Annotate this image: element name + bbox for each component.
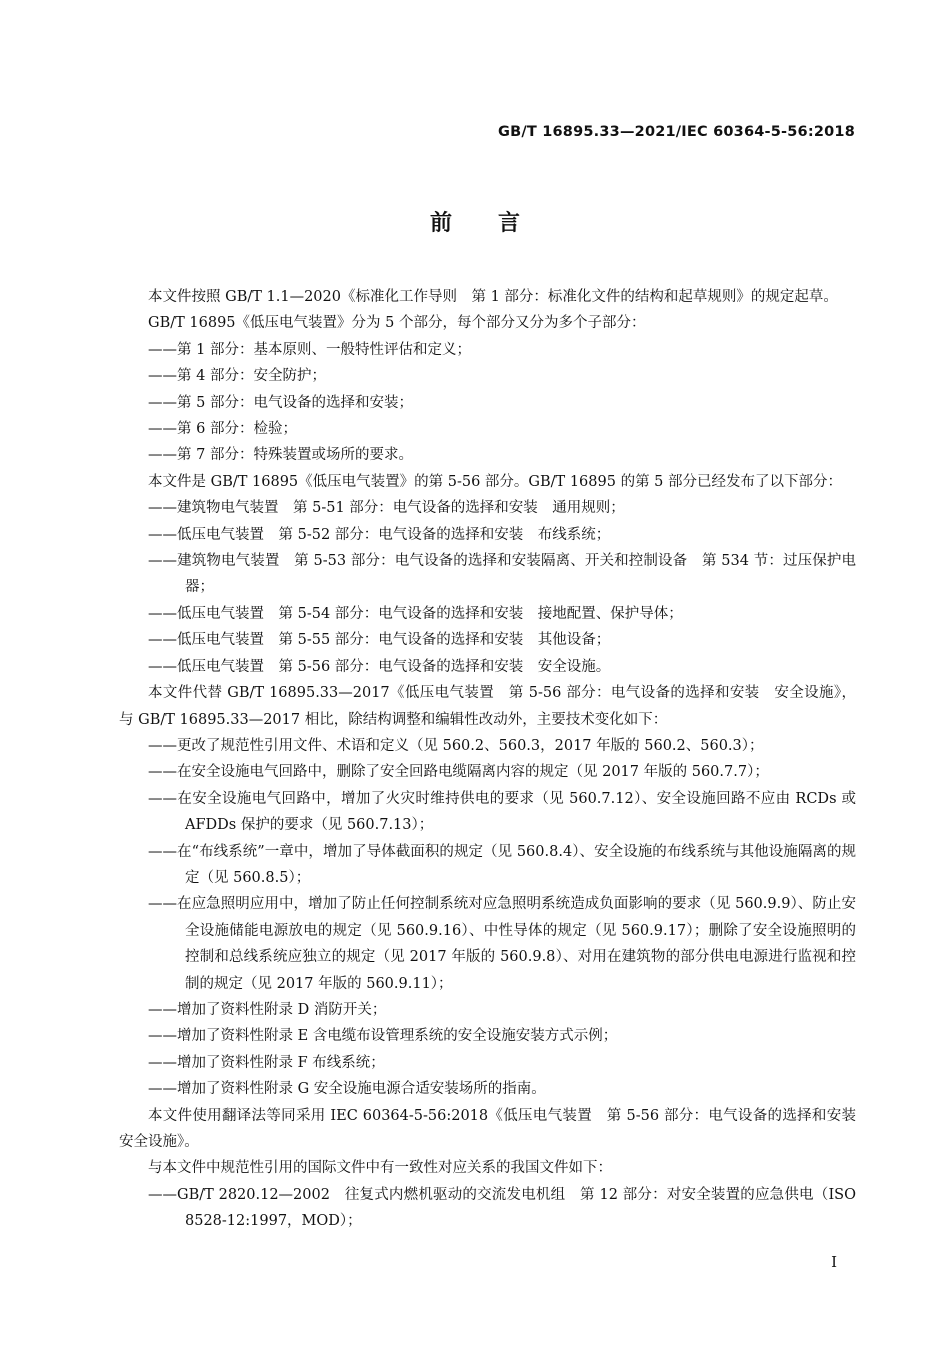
list-item-part: ——第 1 部分：基本原则、一般特性评估和定义； xyxy=(148,341,471,358)
list-item-related-document: ——GB/T 2820.12—2002 往复式内燃机驱动的交流发电机组 第 12 部分：对安全装置的应急供电（ISO 8528-12:1997，MOD）； xyxy=(148,1186,856,1230)
list-item-published-part: ——建筑物电气装置 第 5-53 部分：电气设备的选择和安装隔离、开关和控制设备 第 534 节：过压保护电器； xyxy=(148,553,856,596)
paragraph-published-parts-intro: 本文件是 GB/T 16895《低压电气装置》的第 5-56 部分。GB/T 16895 的第 5 部分已经发布了以下部分： xyxy=(148,473,843,490)
list-item-technical-change: ——在“布线系统”一章中，增加了导体截面积的规定（见 560.8.4）、安全设施的布线系统与其他设施隔离的规定（见 560.8.5）； xyxy=(148,843,856,886)
list-item-technical-change: ——更改了规范性引用文件、术语和定义（见 560.2、560.3，2017 年版的 560.2、560.3）； xyxy=(148,737,764,754)
paragraph-series-structure: GB/T 16895《低压电气装置》分为 5 个部分，每个部分又分为多个子部分： xyxy=(148,315,646,332)
paragraph-drafting-rules: 本文件按照 GB/T 1.1—2020《标准化工作导则 第 1 部分：标准化文件的结构和起草规则》的规定起草。 xyxy=(148,289,838,305)
paragraph-adoption-statement: 本文件使用翻译法等同采用 IEC 60364-5-56:2018《低压电气装置 第 5-56 部分：电气设备的选择和安装 安全设施》。 xyxy=(119,1107,871,1150)
list-item-technical-change: ——在安全设施电气回路中，增加了火灾时维持供电的要求（见 560.7.12）、安全设施回路不应由 RCDs 或 AFDDs 保护的要求（见 560.7.13）； xyxy=(148,790,856,834)
list-item-published-part: ——低压电气装置 第 5-54 部分：电气设备的选择和安装 接地配置、保护导体； xyxy=(148,605,683,622)
page-number: I xyxy=(831,1253,837,1271)
list-item-technical-change: ——在应急照明应用中，增加了防止任何控制系统对应急照明系统造成负面影响的要求（见 560.9.9）、防止安全设施储能电源放电的规定（见 560.9.16）、中性导体的规定（见 560.9.17）；删除了安全设施照明的控制和总线系统应独立的规定（见 2017 年版的 560.9.8）、对用在建筑物的部分供电电源进行监视和控制的规定（见 2017 年版的 560.9.11）； xyxy=(148,896,856,992)
list-item-published-part: ——低压电气装置 第 5-52 部分：电气设备的选择和安装 布线系统； xyxy=(148,526,611,543)
document-header-standard-number: GB/T 16895.33—2021/IEC 60364-5-56:2018 xyxy=(498,124,855,140)
list-item-published-part: ——建筑物电气装置 第 5-51 部分：电气设备的选择和安装 通用规则； xyxy=(148,500,625,517)
paragraph-replacement-statement: 本文件代替 GB/T 16895.33—2017《低压电气装置 第 5-56 部分：电气设备的选择和安装 安全设施》，与 GB/T 16895.33—2017 相比，除结构调整和编辑性改动外，主要技术变化如下： xyxy=(119,685,856,728)
paragraph-related-documents-intro: 与本文件中规范性引用的国际文件中有一致性对应关系的我国文件如下： xyxy=(148,1160,612,1177)
page-title: 前言 xyxy=(429,211,566,236)
list-item-technical-change: ——增加了资料性附录 E 含电缆布设管理系统的安全设施安装方式示例； xyxy=(148,1028,618,1045)
list-item-technical-change: ——增加了资料性附录 G 安全设施电源合适安装场所的指南。 xyxy=(148,1081,546,1098)
list-item-part: ——第 6 部分：检验； xyxy=(148,421,297,438)
list-item-technical-change: ——增加了资料性附录 D 消防开关； xyxy=(148,1001,387,1018)
list-item-technical-change: ——在安全设施电气回路中，删除了安全回路电缆隔离内容的规定（见 2017 年版的 560.7.7）； xyxy=(148,764,769,781)
list-item-published-part: ——低压电气装置 第 5-55 部分：电气设备的选择和安装 其他设备； xyxy=(148,632,611,649)
list-item-technical-change: ——增加了资料性附录 F 布线系统； xyxy=(148,1054,385,1071)
list-item-part: ——第 5 部分：电气设备的选择和安装； xyxy=(148,394,413,411)
document-body xyxy=(119,284,871,1235)
list-item-part: ——第 7 部分：特殊装置或场所的要求。 xyxy=(148,447,413,464)
list-item-published-part: ——低压电气装置 第 5-56 部分：电气设备的选择和安装 安全设施。 xyxy=(148,658,611,675)
list-item-part: ——第 4 部分：安全防护； xyxy=(148,368,326,385)
